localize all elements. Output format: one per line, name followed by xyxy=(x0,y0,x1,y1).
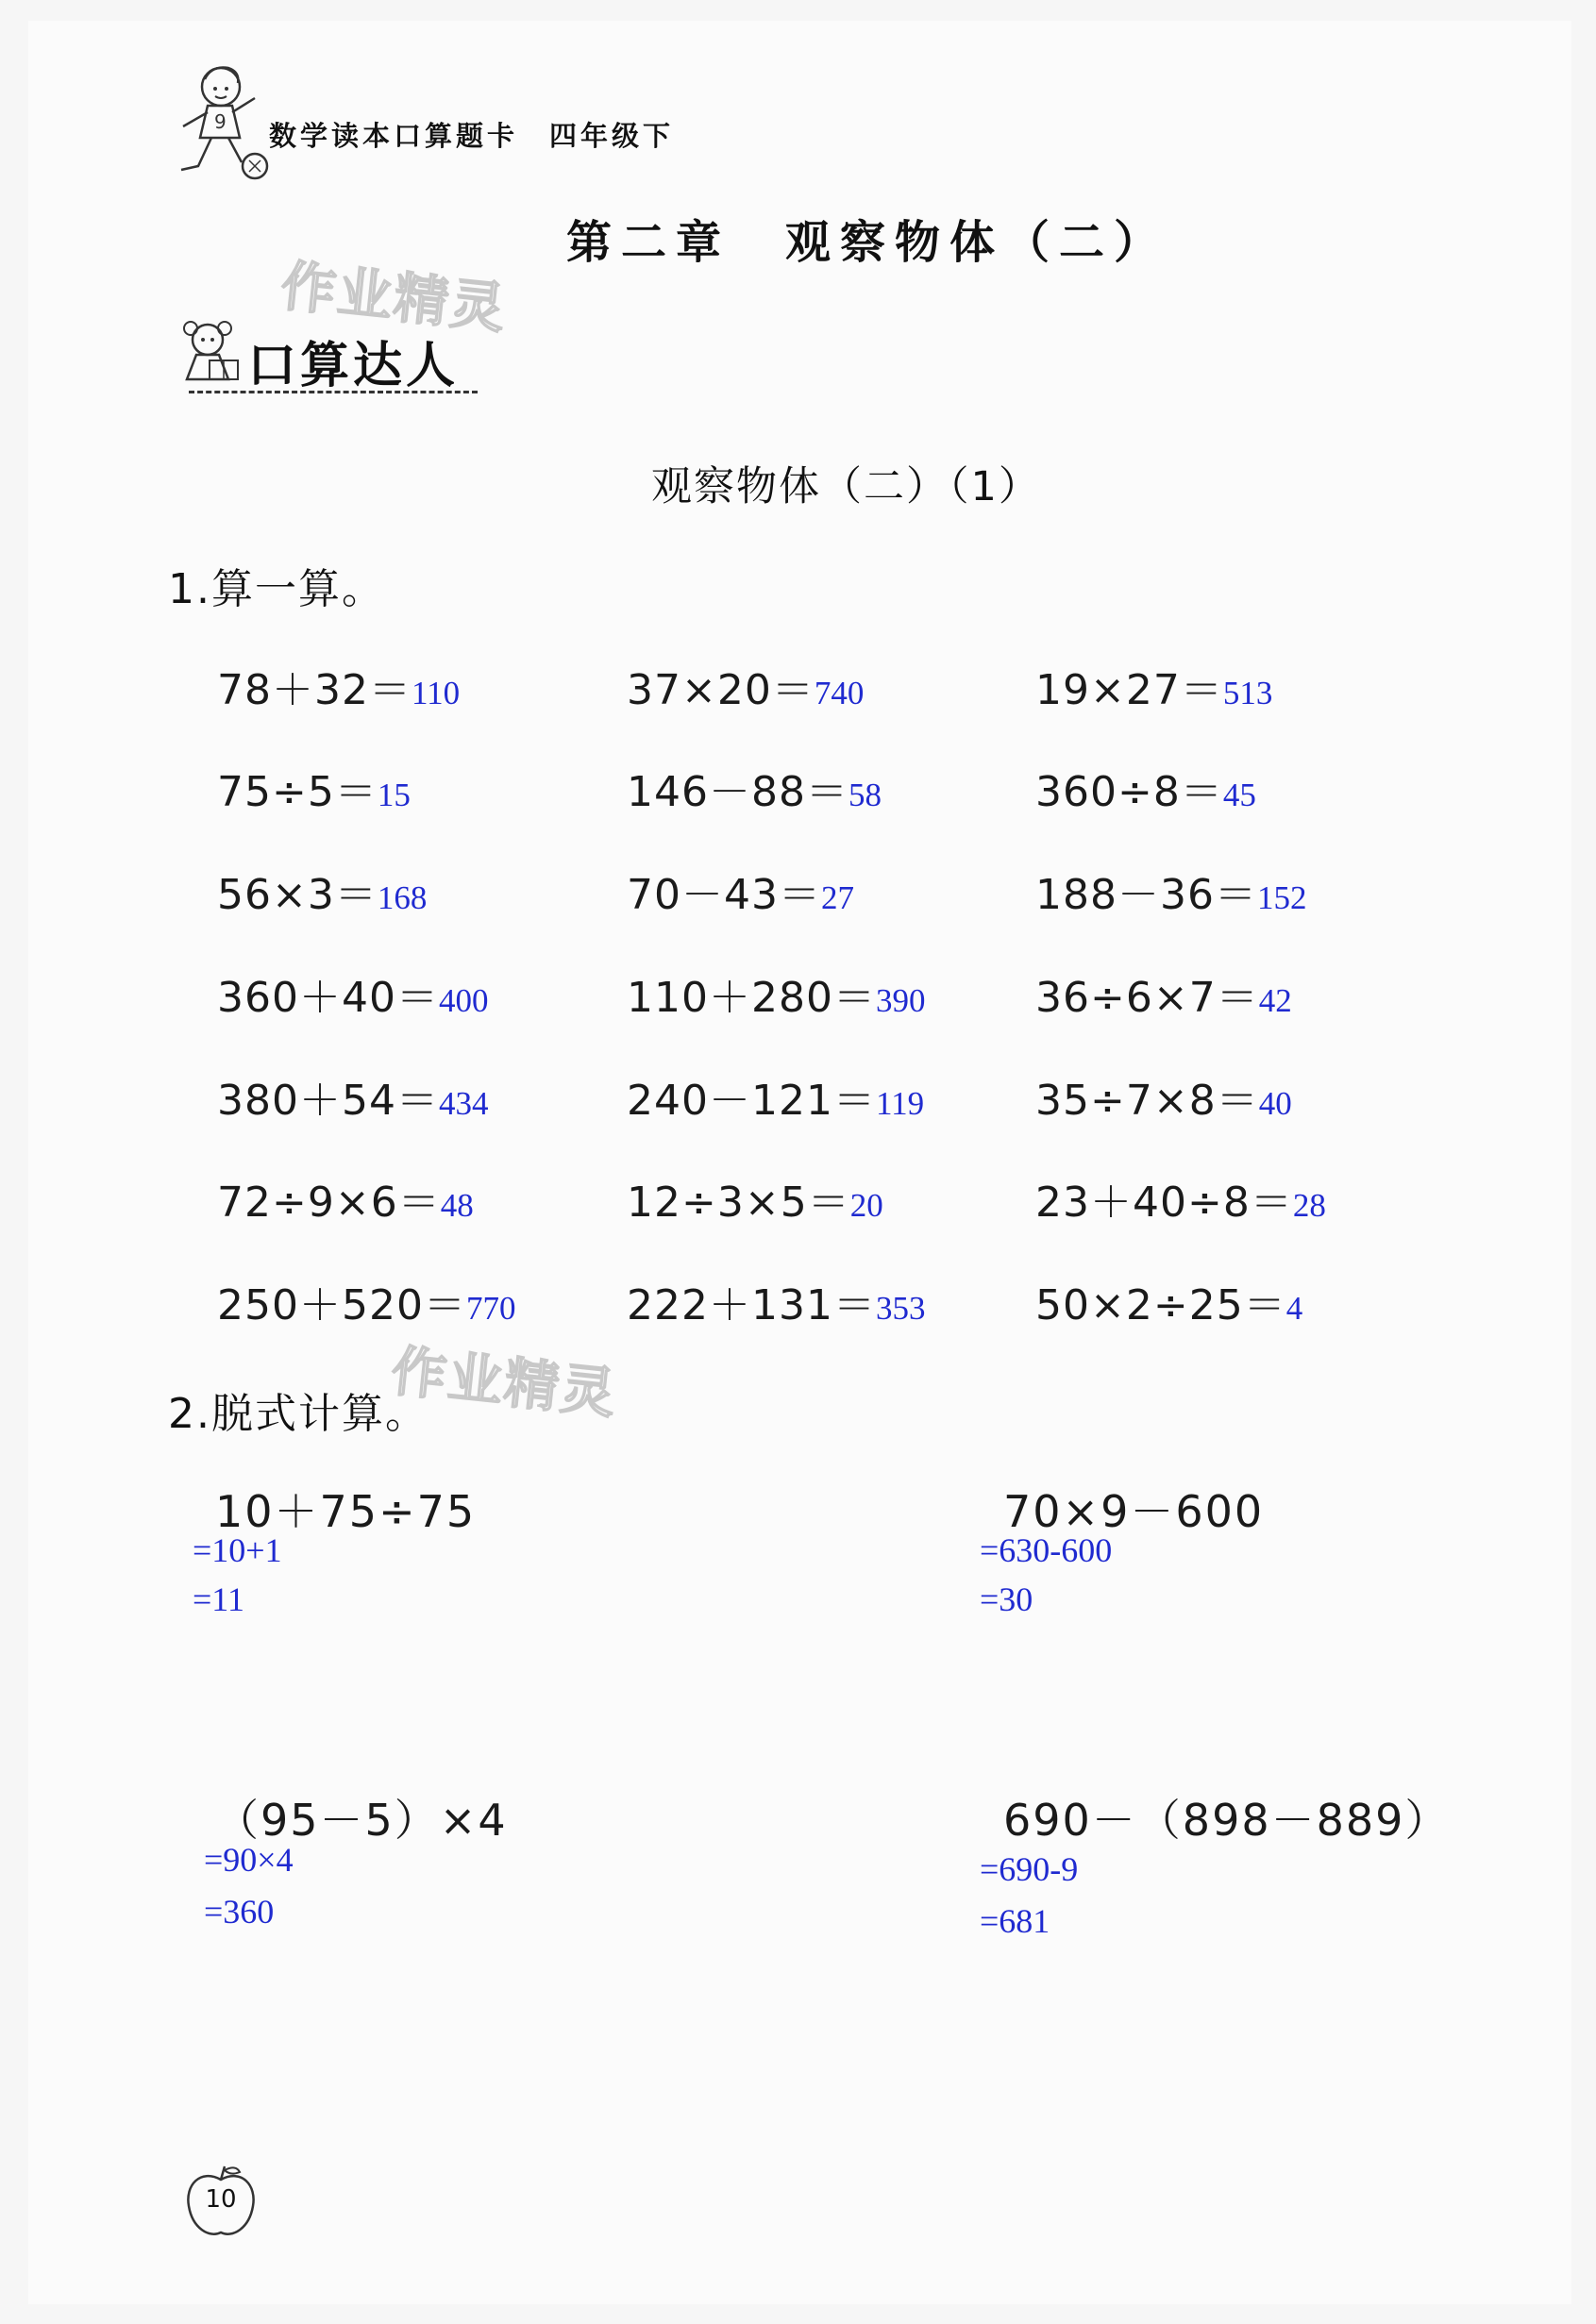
problem-expression: 690－（898－889） xyxy=(1003,1795,1451,1846)
calc-item: 56×3＝168 xyxy=(217,871,428,919)
calc-item: 35÷7×8＝40 xyxy=(1035,1077,1292,1125)
solution-step: =10+1 xyxy=(193,1531,282,1569)
question-2-title: 2.脱式计算。 xyxy=(168,1390,428,1438)
answer: 45 xyxy=(1222,777,1256,813)
lesson-title: 观察物体（二）（1） xyxy=(651,463,1041,510)
calc-item: 75÷5＝15 xyxy=(217,768,411,816)
calc-item: 37×20＝740 xyxy=(627,666,865,714)
calc-item: 36÷6×7＝42 xyxy=(1035,974,1292,1022)
calc-item: 250＋520＝770 xyxy=(217,1281,516,1329)
svg-text:9: 9 xyxy=(214,110,227,133)
calc-item: 360÷8＝45 xyxy=(1035,768,1256,816)
answer: 740 xyxy=(814,675,865,711)
answer: 20 xyxy=(849,1187,883,1224)
answer: 119 xyxy=(875,1085,925,1122)
solution-step: =360 xyxy=(204,1893,275,1931)
answer: 40 xyxy=(1258,1085,1292,1122)
calc-item: 70－43＝27 xyxy=(627,871,854,919)
calc-item: 380＋54＝434 xyxy=(217,1077,489,1125)
calc-item: 222＋131＝353 xyxy=(627,1281,926,1329)
problem-expression: （95－5）×4 xyxy=(215,1795,508,1846)
reading-girl-icon xyxy=(170,311,255,396)
answer: 353 xyxy=(875,1290,926,1327)
page-number-badge xyxy=(181,2163,260,2242)
section-title: 口算达人 xyxy=(247,338,460,394)
question-1-title: 1.算一算。 xyxy=(168,565,385,613)
problem-expression: 10＋75÷75 xyxy=(215,1486,477,1537)
calc-item: 360＋40＝400 xyxy=(217,974,489,1022)
answer: 27 xyxy=(820,879,854,916)
calc-item: 72÷9×6＝48 xyxy=(217,1179,474,1227)
solution-step: =630-600 xyxy=(980,1531,1113,1569)
calc-item: 146－88＝58 xyxy=(627,768,882,816)
section-underline xyxy=(189,391,478,393)
answer: 4 xyxy=(1285,1290,1303,1327)
answer: 770 xyxy=(465,1290,516,1327)
answer: 110 xyxy=(411,675,461,711)
answer: 513 xyxy=(1222,675,1273,711)
answer: 168 xyxy=(377,879,428,916)
solution-step: =681 xyxy=(980,1902,1050,1940)
watermark: 作业精灵 xyxy=(277,253,511,342)
answer: 28 xyxy=(1292,1187,1326,1224)
soccer-boy-icon xyxy=(162,60,276,183)
calc-item: 110＋280＝390 xyxy=(627,974,926,1022)
calc-item: 188－36＝152 xyxy=(1035,871,1307,919)
answer: 390 xyxy=(875,982,926,1019)
answer: 42 xyxy=(1258,982,1292,1019)
solution-step: =90×4 xyxy=(204,1841,294,1879)
chapter-title: 第二章 观察物体（二） xyxy=(566,216,1169,269)
solution-step: =30 xyxy=(980,1580,1033,1618)
answer: 15 xyxy=(377,777,411,813)
book-header-title: 数学读本口算题卡 四年级下 xyxy=(269,120,675,152)
solution-step: =11 xyxy=(193,1580,244,1618)
calc-item: 50×2÷25＝4 xyxy=(1035,1281,1303,1329)
calc-item: 240－121＝119 xyxy=(627,1077,925,1125)
watermark: 作业精灵 xyxy=(388,1338,621,1427)
answer: 58 xyxy=(848,777,882,813)
calc-item: 78＋32＝110 xyxy=(217,666,461,714)
answer: 400 xyxy=(438,982,489,1019)
answer: 48 xyxy=(440,1187,474,1224)
calc-item: 23＋40÷8＝28 xyxy=(1035,1179,1326,1227)
calc-item: 19×27＝513 xyxy=(1035,666,1273,714)
page-number: 10 xyxy=(205,2185,237,2214)
problem-expression: 70×9－600 xyxy=(1003,1486,1265,1537)
answer: 434 xyxy=(438,1085,489,1122)
answer: 152 xyxy=(1256,879,1307,916)
solution-step: =690-9 xyxy=(980,1850,1079,1888)
calc-item: 12÷3×5＝20 xyxy=(627,1179,883,1227)
